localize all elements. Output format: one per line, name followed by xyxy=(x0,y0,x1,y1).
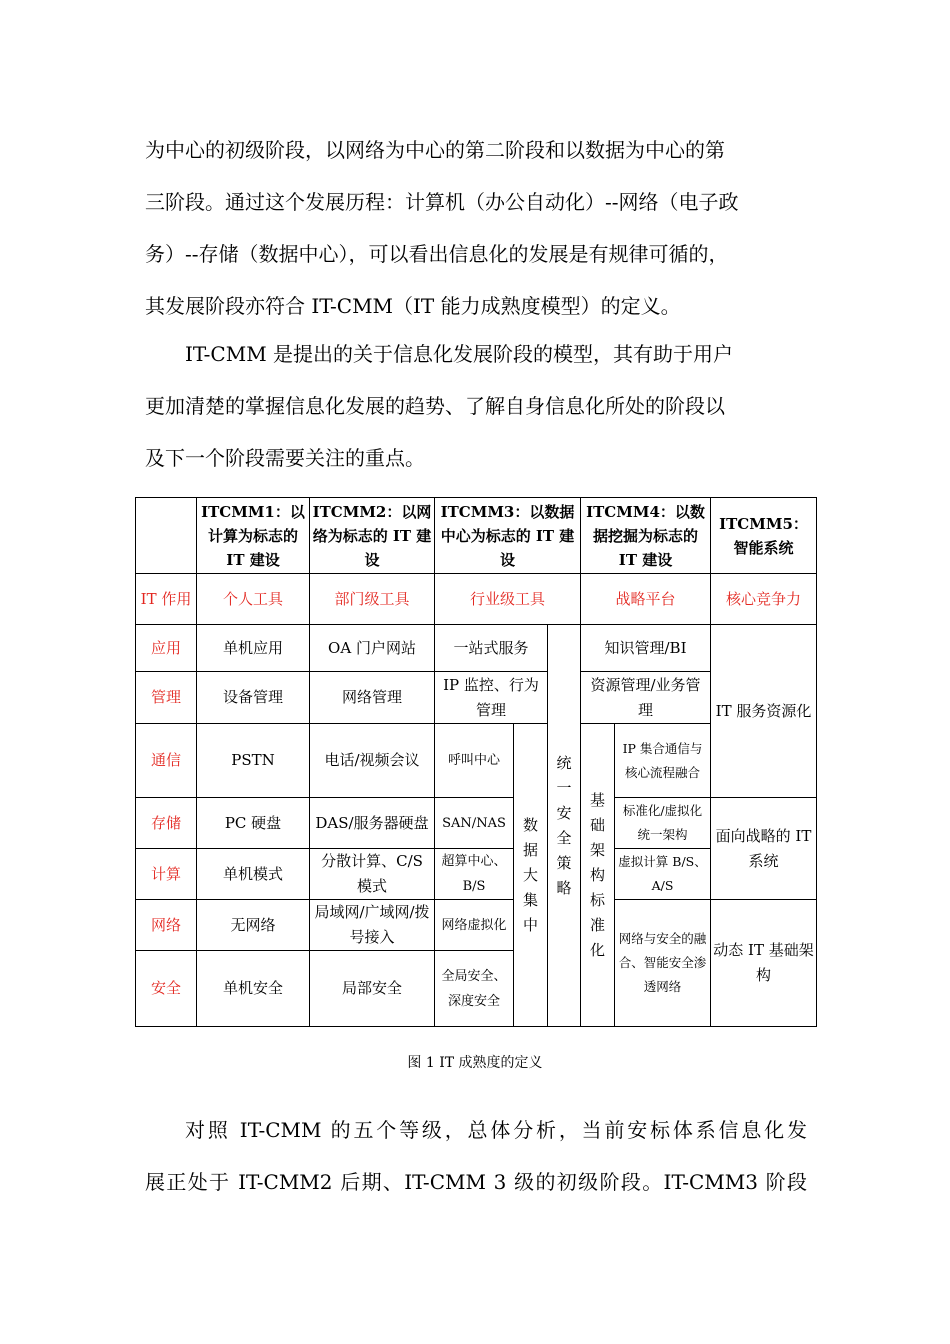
dynamic-infra-cell: 动态 IT 基础架构 xyxy=(711,900,817,1027)
text-line: 为中心的初级阶段，以网络为中心的第二阶段和以数据为中心的第 xyxy=(145,138,725,162)
table-cell: 超算中心、B/S xyxy=(435,849,514,900)
vertical-char: 策 xyxy=(556,853,572,872)
text-line: 展正处于 IT-CMM2 后期、IT-CMM 3 级的初级阶段。IT-CMM3 阶段 xyxy=(145,1170,807,1194)
row-label-security: 安全 xyxy=(136,951,197,1027)
table-cell: 局域网/广域网/拨号接入 xyxy=(310,900,435,951)
vertical-char: 一 xyxy=(556,778,572,797)
figure-caption: 图 1 IT 成熟度的定义 xyxy=(407,1055,543,1071)
it-service-cell: IT 服务资源化 xyxy=(711,625,817,798)
vertical-char: 中 xyxy=(522,915,538,934)
role-row xyxy=(136,574,817,625)
row-label-it-role: IT 作用 xyxy=(136,574,197,625)
role-cell: 部门级工具 xyxy=(310,574,435,625)
vertical-char: 安 xyxy=(556,803,572,822)
table-cell: 无网络 xyxy=(197,900,310,951)
table-cell: PC 硬盘 xyxy=(197,798,310,849)
paragraph-1 xyxy=(145,124,807,332)
role-cell: 战略平台 xyxy=(581,574,711,625)
table-cell: 局部安全 xyxy=(310,951,435,1027)
table-cell: 呼叫中心 xyxy=(435,724,514,798)
role-cell: 行业级工具 xyxy=(435,574,581,625)
text-line: 更加清楚的掌握信息化发展的趋势、了解自身信息化所处的阶段以 xyxy=(145,394,725,418)
vertical-char: 集 xyxy=(522,890,538,909)
vertical-char: 准 xyxy=(589,915,605,934)
paragraph-3 xyxy=(145,1104,807,1208)
table-cell: 分散计算、C/S 模式 xyxy=(310,849,435,900)
text-line: 对照 IT-CMM 的五个等级，总体分析，当前安标体系信息化发 xyxy=(185,1118,807,1142)
row-storage xyxy=(136,798,817,849)
table-cell: 资源管理/业务管理 xyxy=(581,672,711,724)
table-cell: 单机应用 xyxy=(197,625,310,672)
row-label-network: 网络 xyxy=(136,900,197,951)
row-label-mgmt: 管理 xyxy=(136,672,197,724)
text-line: 务）--存储（数据中心），可以看出信息化的发展是有规律可循的， xyxy=(145,242,729,266)
table-cell: 单机安全 xyxy=(197,951,310,1027)
row-label-storage: 存储 xyxy=(136,798,197,849)
table-cell: DAS/服务器硬盘 xyxy=(310,798,435,849)
header-itcmm1: ITCMM1：以计算为标志的 IT 建设 xyxy=(197,498,310,574)
unified-security-cell xyxy=(548,625,581,1027)
text-line: 三阶段。通过这个发展历程：计算机（办公自动化）--网络（电子政 xyxy=(145,190,739,214)
corner-cell xyxy=(136,498,197,574)
text-line: IT-CMM 是提出的关于信息化发展阶段的模型，其有助于用户 xyxy=(185,342,734,366)
table-cell: 电话/视频会议 xyxy=(310,724,435,798)
vertical-char: 化 xyxy=(589,940,605,959)
table-cell: 虚拟计算 B/S、A/S xyxy=(615,849,711,900)
vertical-char: 据 xyxy=(522,840,538,859)
vertical-char: 架 xyxy=(589,840,605,859)
table-cell: 网络管理 xyxy=(310,672,435,724)
vertical-char: 础 xyxy=(589,815,605,834)
table-cell: OA 门户网站 xyxy=(310,625,435,672)
row-label-compute: 计算 xyxy=(136,849,197,900)
header-itcmm2: ITCMM2：以网络为标志的 IT 建设 xyxy=(310,498,435,574)
vertical-char: 构 xyxy=(589,865,605,884)
table-cell: IP 集合通信与核心流程融合 xyxy=(615,724,711,798)
row-network xyxy=(136,900,817,951)
header-itcmm4: ITCMM4：以数据挖掘为标志的 IT 建设 xyxy=(581,498,711,574)
table-cell: 全局安全、深度安全 xyxy=(435,951,514,1027)
row-app xyxy=(136,625,817,672)
role-cell: 个人工具 xyxy=(197,574,310,625)
table-cell: 标准化/虚拟化统一架构 xyxy=(615,798,711,849)
header-itcmm5: ITCMM5：智能系统 xyxy=(711,498,817,574)
header-row xyxy=(136,498,817,574)
row-label-comm: 通信 xyxy=(136,724,197,798)
infra-standard-cell xyxy=(581,724,615,1027)
vertical-char: 全 xyxy=(556,828,572,847)
table-cell: SAN/NAS xyxy=(435,798,514,849)
vertical-char: 略 xyxy=(556,878,572,897)
table-cell: 单机模式 xyxy=(197,849,310,900)
table-cell: 网络虚拟化 xyxy=(435,900,514,951)
vertical-char: 标 xyxy=(589,890,605,909)
row-label-app: 应用 xyxy=(136,625,197,672)
strategic-cell: 面向战略的 IT 系统 xyxy=(711,798,817,900)
paragraph-2 xyxy=(145,328,807,484)
vertical-char: 大 xyxy=(522,865,538,884)
vertical-char: 统 xyxy=(556,753,572,772)
table-cell: IP 监控、行为管理 xyxy=(435,672,548,724)
table-cell: 一站式服务 xyxy=(435,625,548,672)
text-line: 其发展阶段亦符合 IT-CMM（IT 能力成熟度模型）的定义。 xyxy=(145,294,681,318)
role-cell: 核心竞争力 xyxy=(711,574,817,625)
table-cell: 设备管理 xyxy=(197,672,310,724)
vertical-char: 基 xyxy=(589,790,605,809)
table-cell: PSTN xyxy=(197,724,310,798)
data-concentration-cell xyxy=(514,724,548,1027)
table-cell: 知识管理/BI xyxy=(581,625,711,672)
header-itcmm3: ITCMM3：以数据中心为标志的 IT 建设 xyxy=(435,498,581,574)
text-line: 及下一个阶段需要关注的重点。 xyxy=(145,446,425,470)
vertical-char: 数 xyxy=(522,815,538,834)
itcmm-table xyxy=(135,497,817,1027)
table-cell: 网络与安全的融合、智能安全渗透网络 xyxy=(615,900,711,1027)
